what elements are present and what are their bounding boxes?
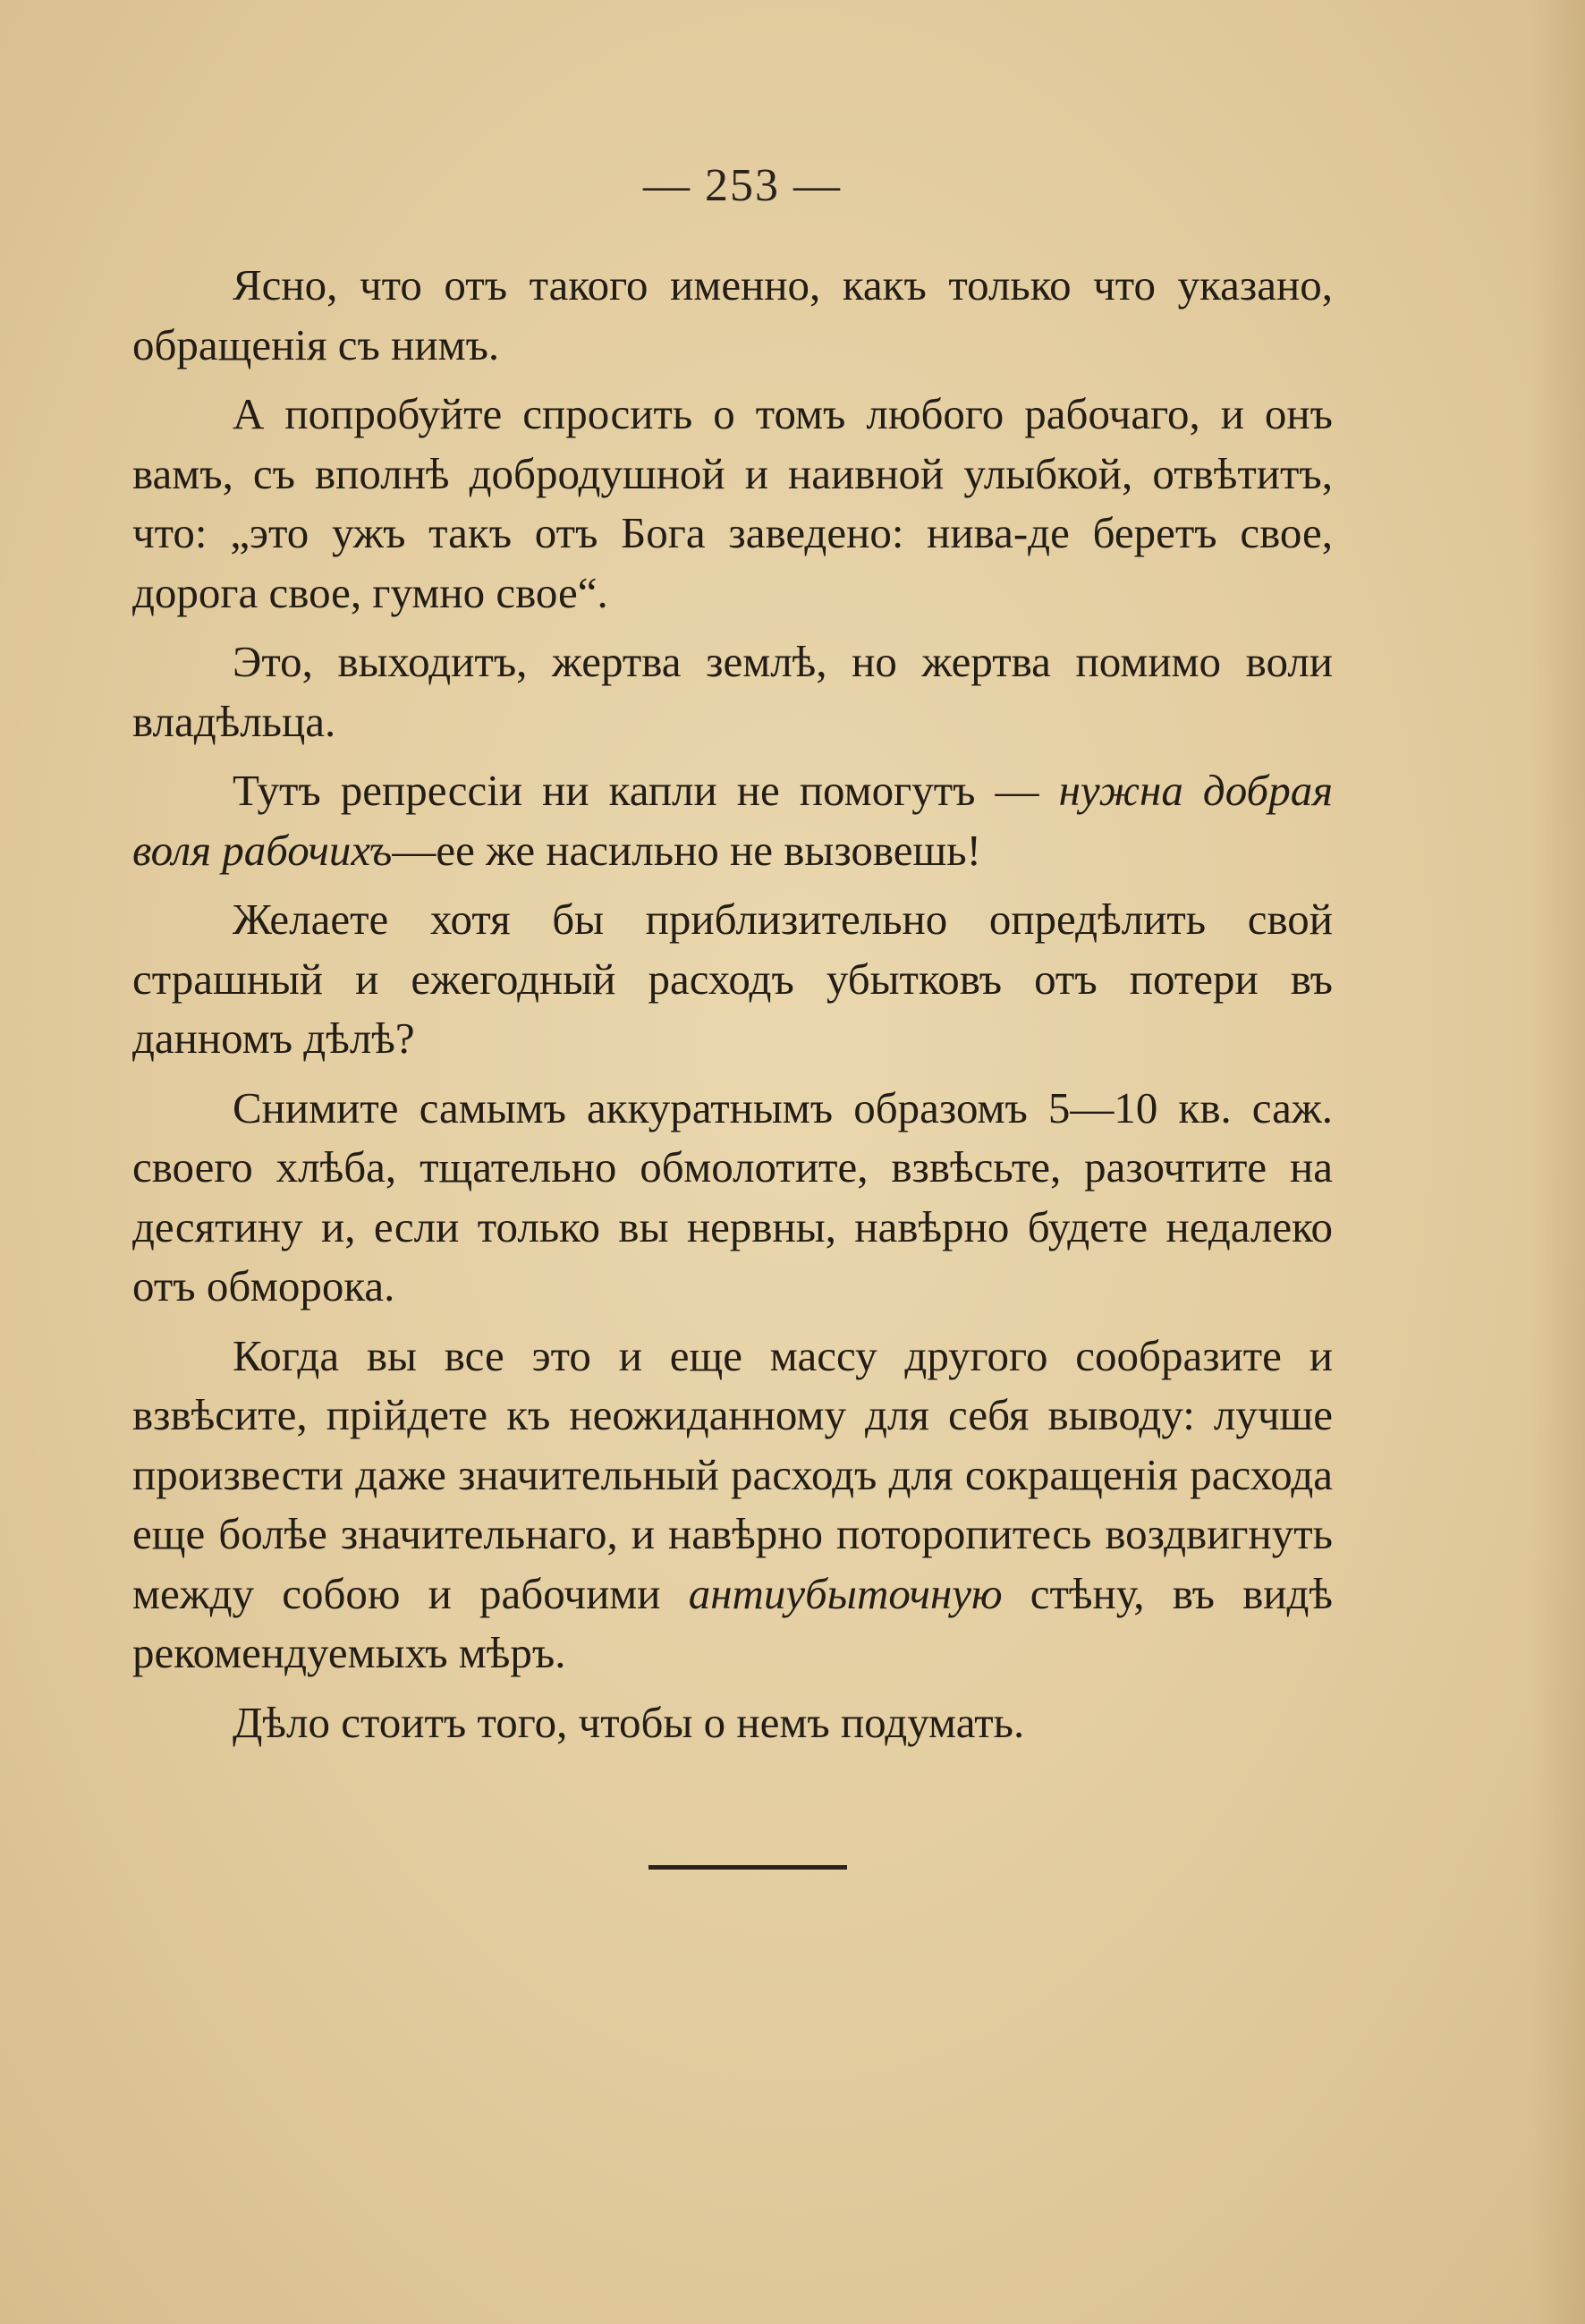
paragraph-7 — [132, 1327, 1333, 1684]
paragraph-1: Ясно, что отъ такого именно, какъ только что указано, обращенія съ нимъ. — [132, 260, 1333, 369]
body-text — [132, 256, 1333, 1762]
paragraph-8: Дѣло стоитъ того, чтобы о немъ подумать. — [233, 1697, 1025, 1747]
paragraph-7-text-start: Когда вы все это и еще массу другого сообразите и взвѣсите, прійдете къ неожиданному для себя выводу: лучше произвести даже значительный расходъ для сокращенія расхода еще болѣе значительнаго, и навѣрно поторопитесь воздвигнуть между собою и рабочими — [132, 1330, 1333, 1618]
paragraph-4-italic: нужна добрая воля рабочихъ — [132, 766, 1333, 875]
page-edge-shading — [1531, 0, 1585, 2324]
paragraph-2: А попробуйте спросить о томъ любого рабочаго, и онъ вамъ, съ вполнѣ добродушной и наивной улыбкой, отвѣтитъ, что: „это ужъ такъ отъ Бога заведено: нива-де беретъ свое, дорога свое, гумно свое“. — [132, 389, 1333, 617]
paragraph-7-italic: антиубыточную — [688, 1568, 1003, 1618]
paragraph-5: Желаете хотя бы приблизительно опредѣлить свой страшный и ежегодный расходъ убытковъ отъ потери въ данномъ дѣлѣ? — [132, 895, 1333, 1063]
end-rule — [648, 1865, 847, 1870]
page-number: — 253 — — [643, 160, 842, 211]
paragraph-3: Это, выходитъ, жертва землѣ, но жертва помимо воли владѣльца. — [132, 637, 1333, 746]
paragraph-4 — [132, 761, 1333, 880]
paragraph-6: Снимите самымъ аккуратнымъ образомъ 5—10 кв. саж. своего хлѣба, тщательно обмолотите, взвѣсьте, разочтите на десятину и, если только вы нервны, навѣрно будете недалеко отъ обморока. — [132, 1082, 1333, 1310]
paragraph-4-text-start: Тутъ репрессіи ни капли не помогутъ — — [233, 766, 1059, 815]
paragraph-4-text-end: —ее же насильно не вызовешь! — [392, 825, 981, 875]
paragraph-7-text-end: стѣну, въ видѣ рекомендуемыхъ мѣръ. — [132, 1568, 1334, 1677]
